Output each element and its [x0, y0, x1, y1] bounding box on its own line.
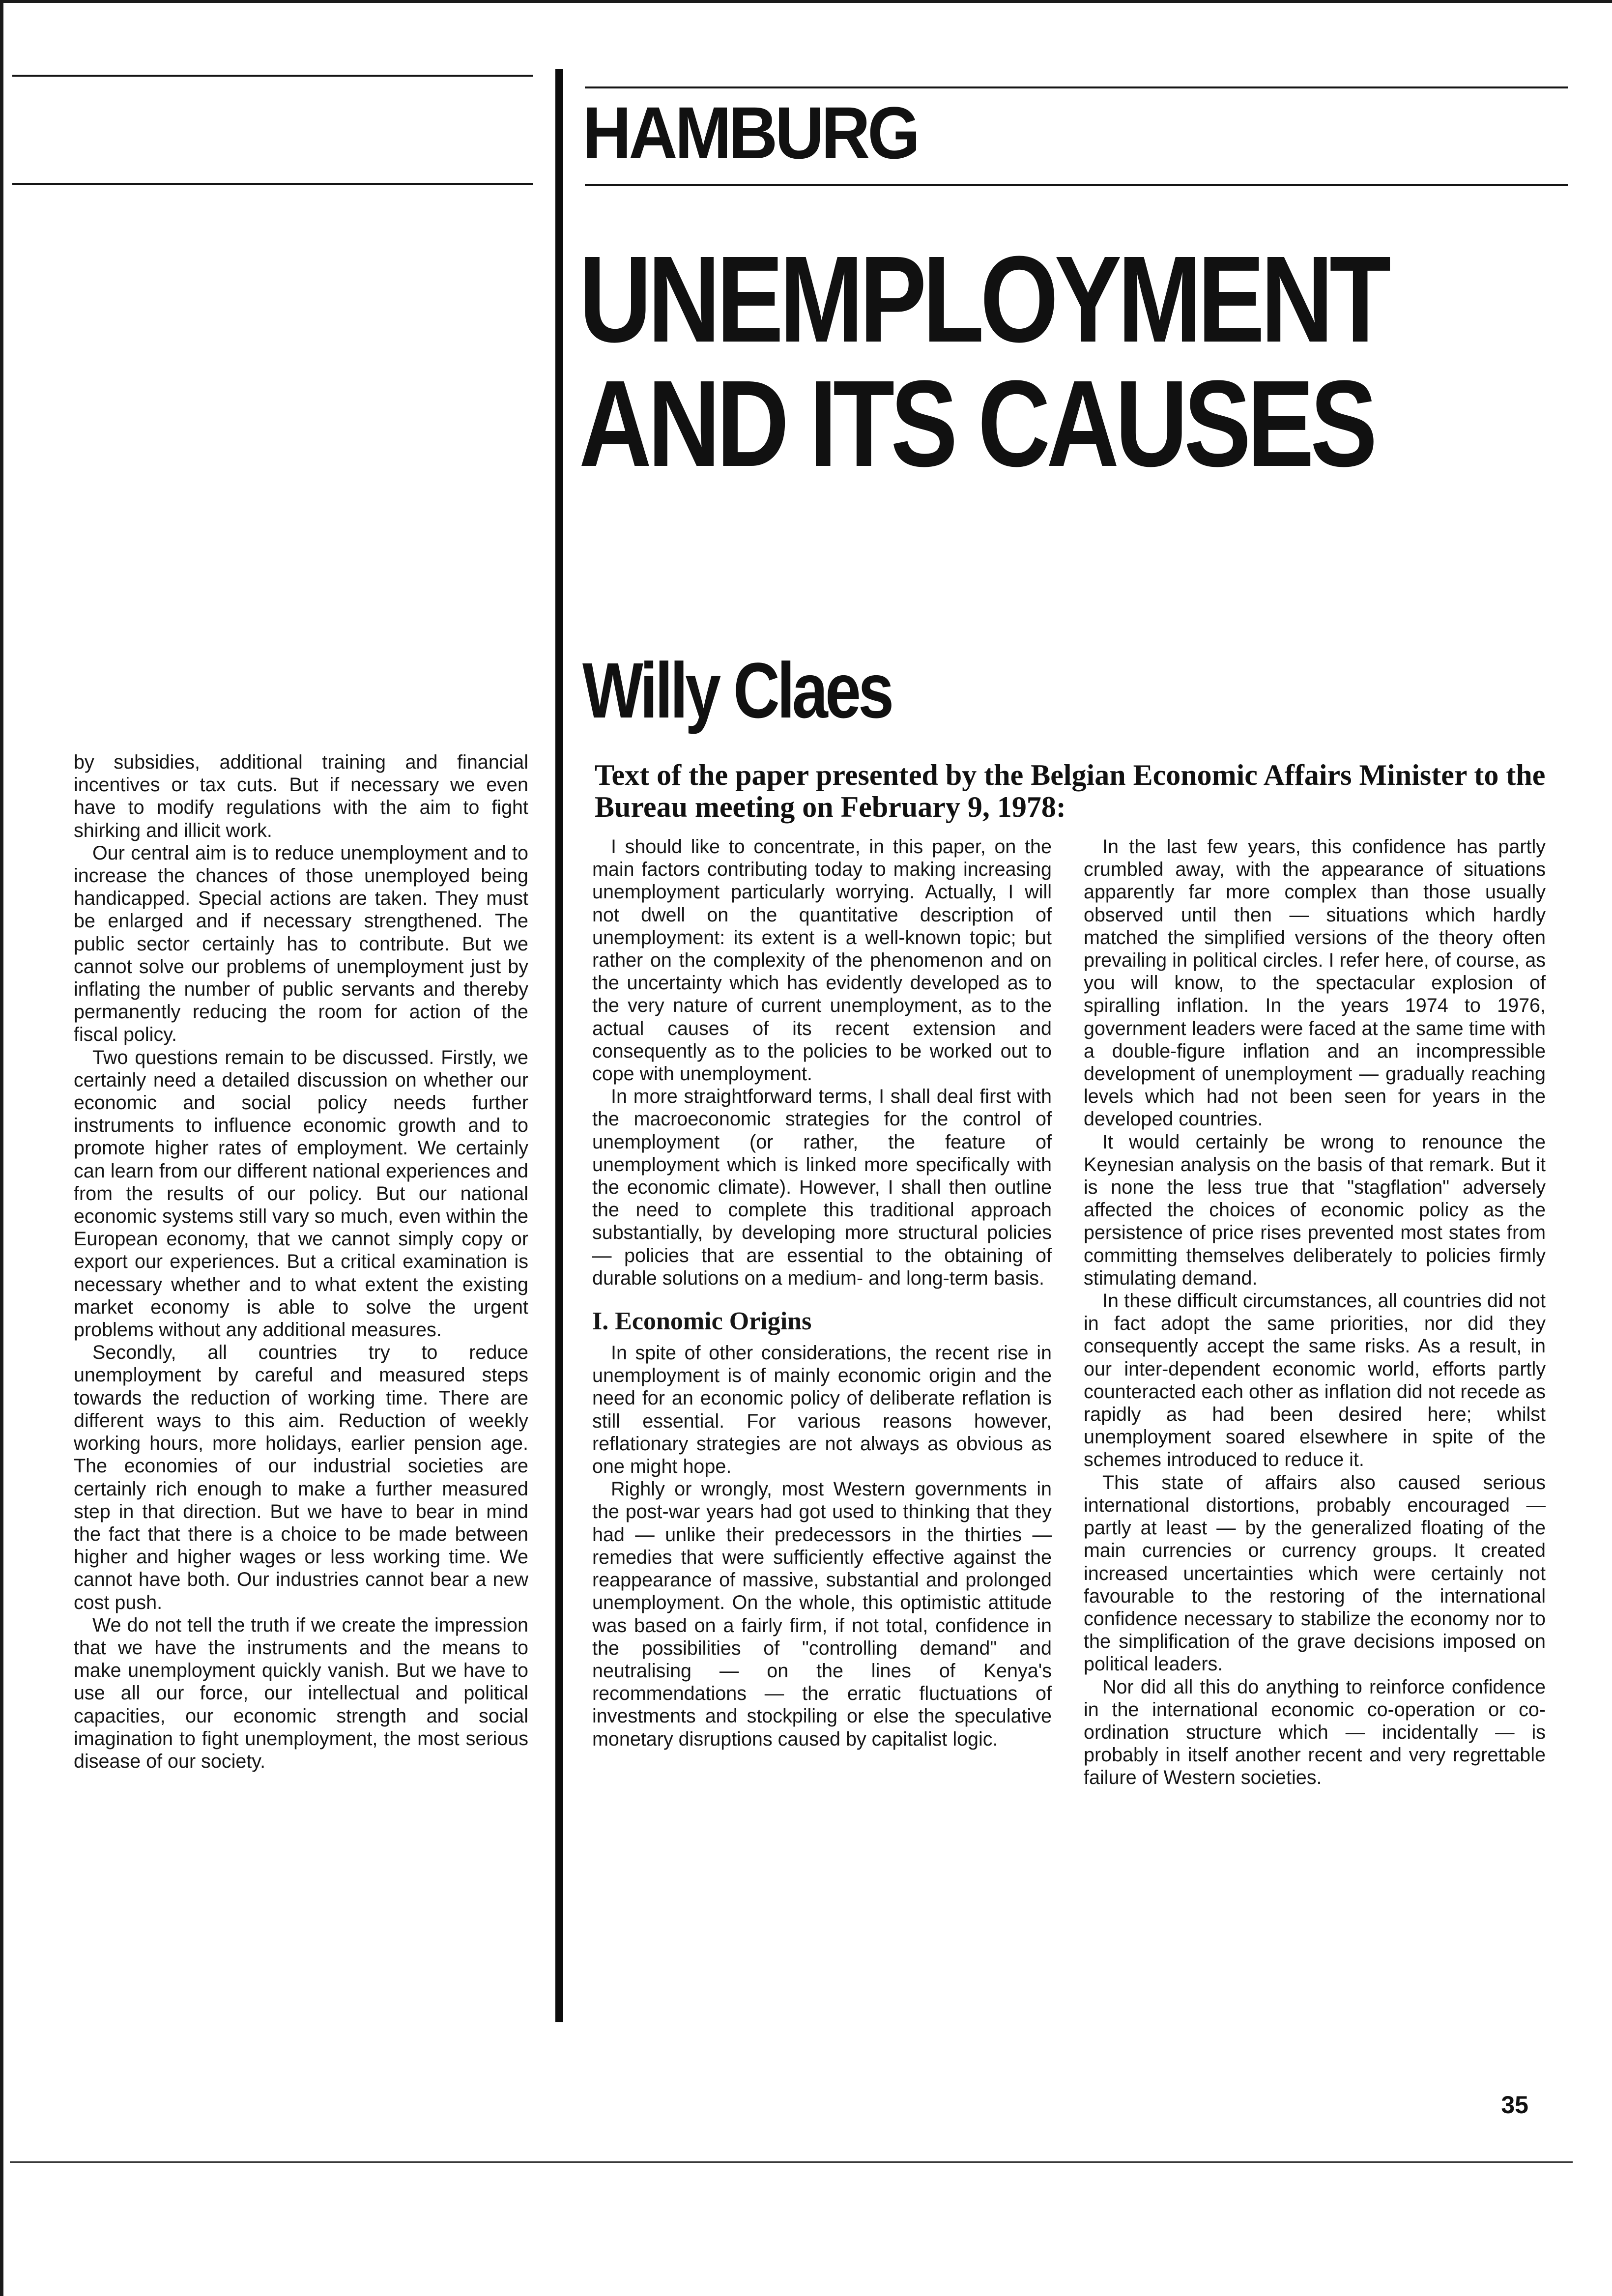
title-line-1: UNEMPLOYMENT [579, 230, 1387, 368]
middle-paragraph: In more straightforward terms, I shall deal first with the macroeconomic strategies for the control of unemployment (or rather, the feature of unemployment which is linked more specifically with the economic climate). However, I shall then outline the need to complete this traditional approach substantially, by developing more structural policies — policies that are essential to the obtaining of durable solutions on a medium- and long-term basis. [592, 1086, 1052, 1289]
bottom-rule [10, 2161, 1573, 2163]
top-right-rule [585, 86, 1568, 88]
left-top-rule [12, 75, 533, 77]
left-paragraph: by subsidies, additional training and financial incentives or tax cuts. But if necessary we even have to modify regulations with the aim to fight shirking and illicit work. [74, 751, 528, 841]
right-paragraph: In these difficult circumstances, all countries did not in fact adopt the same priorities, nor did they consequently accept the same risks. As a result, in our inter-dependent economic world, efforts partly counteracted each other as inflation did not recede as rapidly as had been desired here; whilst unemployment soared elsewhere in spite of the schemes introduced to reduce it. [1084, 1290, 1546, 1471]
scan-top-edge [0, 0, 1612, 3]
left-paragraph: Two questions remain to be discussed. Firstly, we certainly need a detailed discussion on whether our economic and social policy needs further instruments to influence economic growth and to promote higher rates of employment. We certainly can learn from our different national experiences and from the results of our policy. But our national economic systems still vary so much, even within the European economy, that we cannot simply copy or export our experiences. But a critical examination is necessary whether and to what extent the existing market economy is able to solve the urgent problems without any additional measures. [74, 1046, 528, 1341]
scan-left-edge [0, 0, 3, 2296]
left-paragraph: Our central aim is to reduce unemployment and to increase the chances of those unemployed being handicapped. Special actions are taken. They must be enlarged and if necessary strengthened. The public sector certainly has to contribute. But we cannot solve our problems of unemployment just by inflating the number of public servants and thereby permanently reducing the room for action of the fiscal policy. [74, 842, 528, 1046]
left-paragraph: We do not tell the truth if we create the impression that we have the instruments and the means to make unemployment quickly vanish. But we have to use all our force, our intellectual and political capacities, our economic strength and social imagination to fight unemployment, the most serious disease of our society. [74, 1614, 528, 1772]
lead-text: Text of the paper presented by the Belgian Economic Affairs Minister to the Bureau meeting on February 9, 1978: [595, 759, 1546, 823]
middle-paragraph: In spite of other considerations, the recent rise in unemployment is of mainly economic origin and the need for an economic policy of deliberate reflation is still essential. For various reasons however, reflationary strategies are not always as obvious as one might hope. [592, 1342, 1052, 1478]
title-line-2: AND ITS CAUSES [579, 355, 1374, 492]
middle-paragraph: I should like to concentrate, in this paper, on the main factors contributing today to making increasing unemployment particularly worrying. Actually, I will not dwell on the quantitative description of unemployment: its extent is a well-known topic; but rather on the complexity of the phenomenon and on the uncertainty which has evidently developed as to the very nature of current unemployment, as to the actual causes of its recent extension and consequently as to the policies to be worked out to cope with unemployment. [592, 836, 1052, 1085]
left-second-rule [12, 183, 533, 185]
section-label: HAMBURG [582, 91, 918, 174]
right-paragraph: Nor did all this do anything to reinforce confidence in the international economic co-operation or co-ordination structure which — incidentally — is probably in itself another recent and very regrettable failure of Western societies. [1084, 1676, 1546, 1789]
middle-paragraph: Righly or wrongly, most Western governments in the post-war years had got used to thinking that they had — unlike their predecessors in the thirties — remedies that were sufficiently effective against the reappearance of massive, substantial and prolonged unemployment. On the whole, this optimistic attitude was based on a fairly firm, if not total, confidence in the possibilities of "controlling demand" and neutralising — on the lines of Kenya's recommendations — the erratic fluctuations of investments and stockpiling or else the speculative monetary disruptions caused by capitalist logic. [592, 1478, 1052, 1750]
left-paragraph: Secondly, all countries try to reduce unemployment by careful and measured steps towards the reduction of working time. There are different ways to this aim. Reduction of weekly working hours, more holidays, earlier pension age. The economies of our industrial societies are certainly rich enough to make a further measured step in that direction. But we have to bear in mind the fact that there is a choice to be made between higher and higher wages or less working time. We cannot have both. Our industries cannot bear a new cost push. [74, 1342, 528, 1613]
author-name: Willy Claes [582, 646, 892, 734]
article-title [579, 230, 1387, 492]
right-column [1084, 835, 1546, 1789]
left-column [74, 751, 528, 1773]
middle-column [592, 835, 1052, 1751]
right-paragraph: It would certainly be wrong to renounce the Keynesian analysis on the basis of that remark. But it is none the less true that "stagflation" adversely affected the choices of economic policy as the persistence of price rises prevented most states from committing themselves deliberately to policies firmly stimulating demand. [1084, 1131, 1546, 1289]
column-divider-rule [555, 69, 563, 2022]
page-number: 35 [1501, 2091, 1528, 2119]
section-heading-economic-origins: I. Economic Origins [592, 1307, 812, 1336]
right-paragraph: In the last few years, this confidence has partly crumbled away, with the appearance of situations apparently far more complex than those usually observed until then — situations which hardly matched the simplified versions of the theory often prevailing in political circles. I refer here, of course, as you will know, to the spectacular explosion of spiralling inflation. In the years 1974 to 1976, government leaders were faced at the same time with a double-figure inflation and an incompressible development of unemployment — gradually reaching levels which had not been seen for years in the developed countries. [1084, 836, 1546, 1130]
right-paragraph: This state of affairs also caused serious international distortions, probably encouraged — partly at least — by the generalized floating of the main currencies or currency groups. It created increased uncertainties which were certainly not favourable to the restoring of the international confidence necessary to stabilize the economy nor to the simplification of the grave decisions imposed on political leaders. [1084, 1471, 1546, 1675]
under-section-rule [585, 184, 1568, 186]
